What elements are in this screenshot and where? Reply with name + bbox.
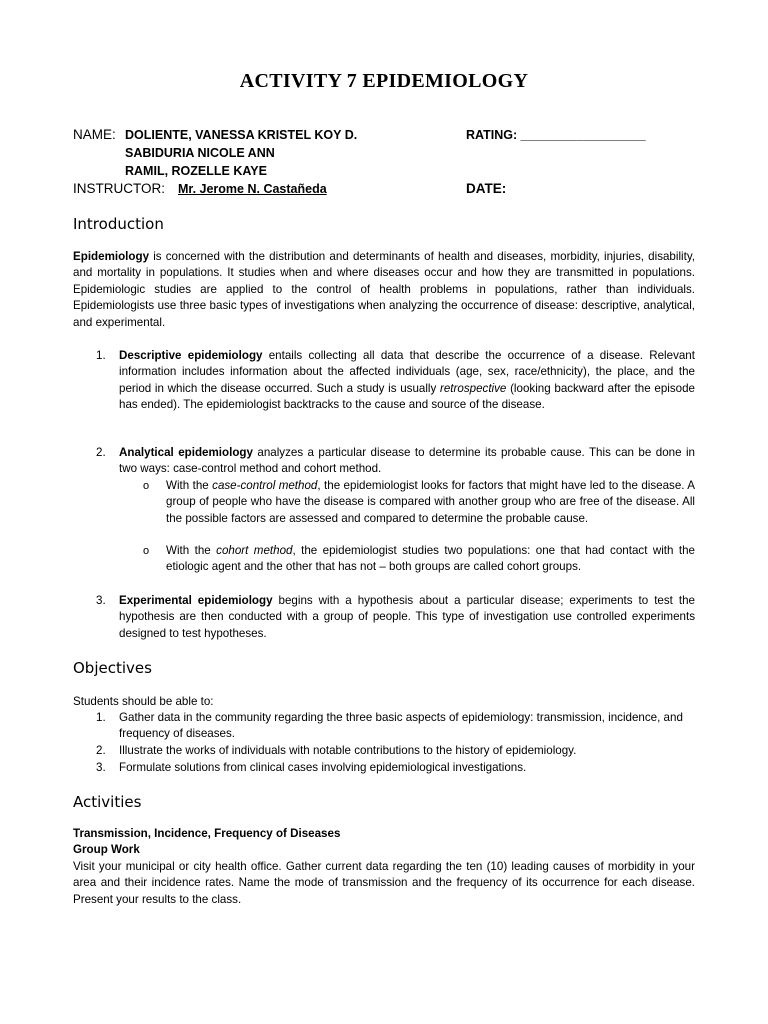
item-1-term: Descriptive epidemiology <box>119 349 263 362</box>
instructor-name <box>178 182 327 196</box>
group-work-label <box>73 842 140 858</box>
bullet-2-italic: cohort method <box>216 544 293 557</box>
activities-subheading <box>73 826 340 842</box>
item-1-text: entails collecting all data that describe the occurrence of a disease. Relevant information includes information about the affected individuals (age, sex, race/ethnicity), the place, and the period in which the disease occurred. Such a study is usually <box>119 349 695 395</box>
lead-term: Epidemiology <box>73 250 150 263</box>
item-1-italic: retrospective <box>440 381 507 395</box>
intro-text: is concerned with the distribution and determinants of health and diseases, morbidity, injuries, disability, and mortality in populations. It studies when and where diseases occur and how they are transmitted in populations. Epidemiologic studies are applied to the control of health problems in populations, rather than individuals. Epidemiologists use three basic types of investigations when analyzing the occurrence of disease: descriptive, analytical, and experimental. <box>73 250 695 329</box>
objectives-lead: Students should be able to: <box>73 695 214 708</box>
rating-label: RATING: __________________ <box>466 128 646 142</box>
activities-subheading-text: Transmission, Incidence, Frequency of Diseases <box>73 827 341 840</box>
student-name-2-text: SABIDURIA NICOLE ANN <box>125 146 275 160</box>
item-3-text: begins with a hypothesis about a particular disease; experiments to test the hypothesis are then conducted with a group of people. This type of investigation use controlled experiments designed to test hypotheses. <box>119 594 695 640</box>
bullet-1-mark: o <box>143 480 150 492</box>
intro-item-1-number: 1. <box>96 349 106 362</box>
objective-3-number: 3. <box>96 761 106 774</box>
page-title: ACTIVITY 7 EPIDEMIOLOGY <box>239 70 529 92</box>
activities-heading: Activities <box>73 793 142 811</box>
student-name-3-text: RAMIL, ROZELLE KAYE <box>125 164 267 178</box>
item-2-term: Analytical epidemiology <box>119 446 253 459</box>
objective-1: Gather data in the community regarding the three basic aspects of epidemiology: transmission, incidence, and frequency of diseases. <box>119 711 683 741</box>
student-name-2 <box>125 146 275 160</box>
bullet-case-control <box>166 478 695 527</box>
intro-item-3-number: 3. <box>96 594 106 607</box>
objective-2: Illustrate the works of individuals with notable contributions to the history of epidemiology. <box>119 744 577 757</box>
bullet-1-post: , the epidemiologist looks for factors that might have led to the disease. A group of people who have the disease is compared with another group who are free of the disease. All the possible factors are assessed and compared to determine the probable cause. <box>166 479 696 525</box>
bullet-2-mark: o <box>143 545 150 557</box>
introduction-heading: Introduction <box>73 215 164 233</box>
item-3-term: Experimental epidemiology <box>119 594 273 607</box>
objective-2-number: 2. <box>96 744 106 757</box>
objective-3: Formulate solutions from clinical cases involving epidemiological investigations. <box>119 761 527 774</box>
intro-item-3 <box>119 593 695 642</box>
date-label: DATE: <box>466 181 507 196</box>
student-name-1 <box>125 128 357 142</box>
intro-item-2 <box>119 445 695 478</box>
date-field <box>466 181 506 196</box>
introduction-paragraph <box>73 249 695 331</box>
instructor-row <box>73 181 165 196</box>
intro-item-2-number: 2. <box>96 446 106 459</box>
item-2-text: analyzes a particular disease to determine its probable cause. This can be done in two ways: case-control method and cohort method. <box>119 446 695 476</box>
activities-paragraph: Visit your municipal or city health office. Gather current data regarding the ten (10) leading causes of morbidity in your area and their incidence rates. Name the mode of transmission and the frequency of its occurrence for each disease. Present your results to the class. <box>73 860 695 906</box>
name-label: NAME: <box>73 127 116 142</box>
group-work-text: Group Work <box>73 843 140 856</box>
item-1-text-b: (looking backward after the episode has ended). The epidemiologist backtracks to the cause and source of the disease. <box>119 381 695 412</box>
intro-item-1 <box>119 348 695 414</box>
rating-field <box>466 128 646 142</box>
objectives-heading: Objectives <box>73 659 152 677</box>
bullet-2-post: , the epidemiologist studies two populations: one that had contact with the etiologic agent and the other that has not – both groups are called cohort groups. <box>166 544 696 574</box>
name-label-row <box>73 127 116 142</box>
objective-1-number: 1. <box>96 711 106 724</box>
instructor-name-text: Mr. Jerome N. Castañeda <box>178 182 327 196</box>
bullet-cohort <box>166 543 695 576</box>
student-name-3 <box>125 164 267 178</box>
student-name-1-text: DOLIENTE, VANESSA KRISTEL KOY D. <box>125 128 358 142</box>
bullet-1-italic: case-control method <box>212 479 318 492</box>
bullet-2-pre: With the <box>166 544 217 557</box>
bullet-1-pre: With the <box>166 479 213 492</box>
instructor-label: INSTRUCTOR: <box>73 181 166 196</box>
